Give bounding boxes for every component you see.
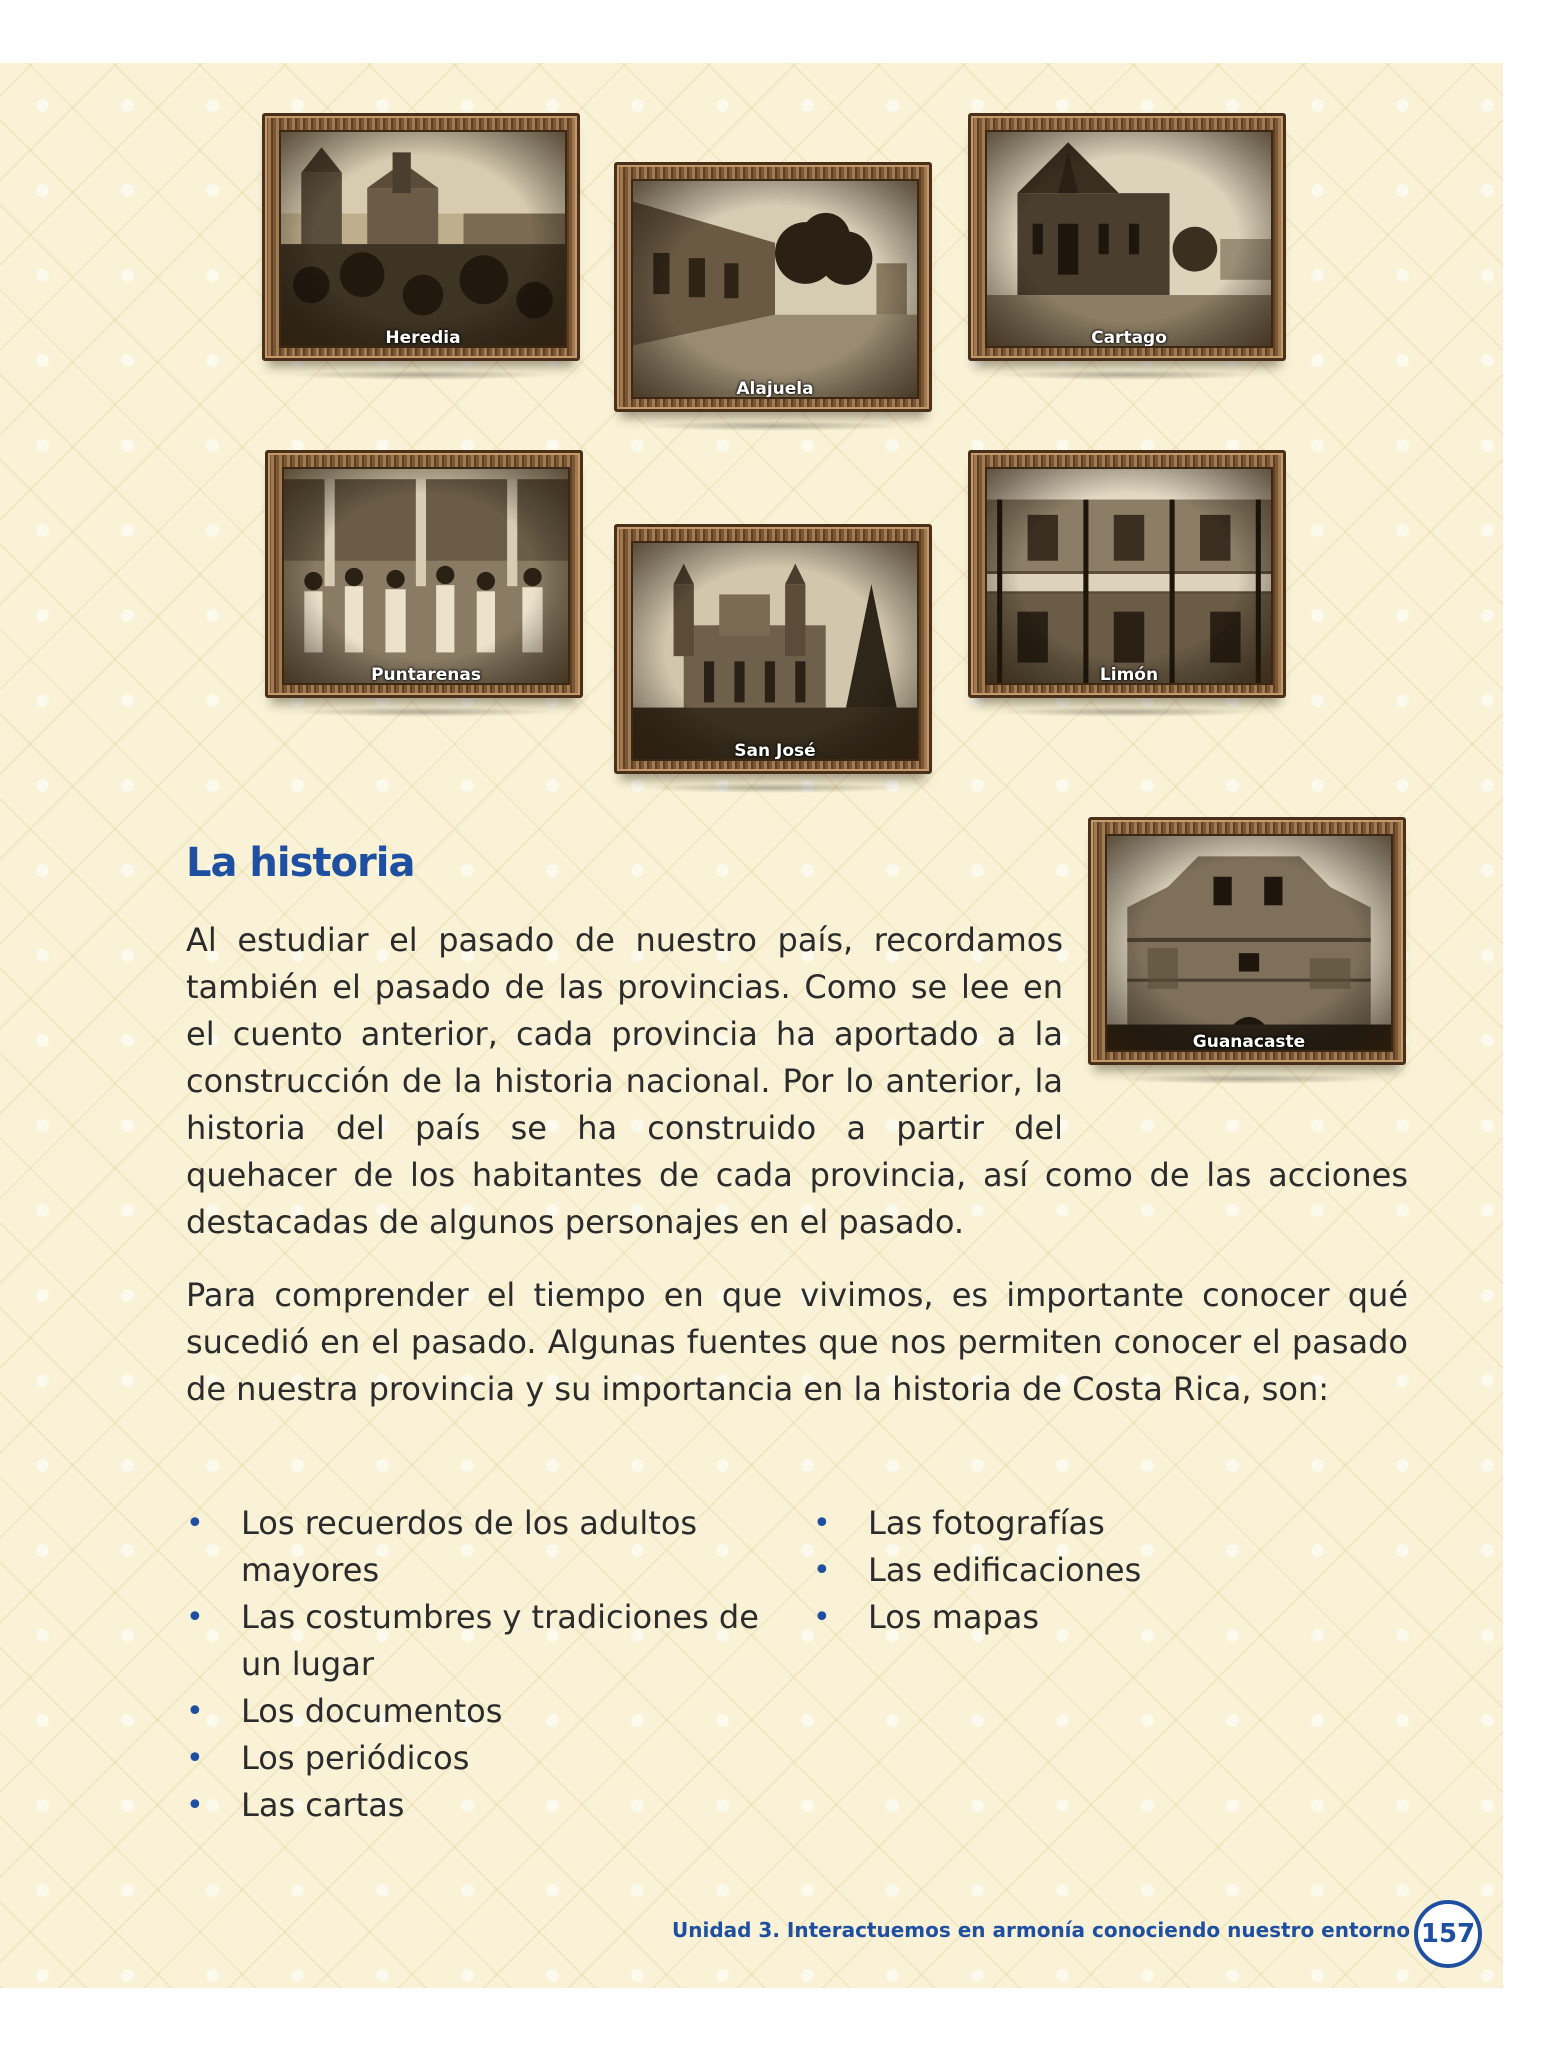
list-item: • Las edificaciones bbox=[813, 1547, 1213, 1594]
page-number: 157 bbox=[1414, 1900, 1482, 1968]
photo-caption-san-jose: San José bbox=[734, 741, 816, 761]
float-spacer bbox=[1063, 917, 1408, 1107]
list-item: • Las fotografías bbox=[813, 1500, 1213, 1547]
photo-limon bbox=[985, 467, 1273, 685]
list-item: • Las cartas bbox=[186, 1782, 786, 1829]
photo-alajuela bbox=[631, 179, 919, 399]
photo-frame-heredia bbox=[262, 113, 580, 361]
photo-frame-alajuela bbox=[614, 162, 932, 412]
list-item: • Los mapas bbox=[813, 1594, 1213, 1641]
sources-list-right bbox=[813, 1500, 1213, 1641]
list-item: • Los documentos bbox=[186, 1688, 786, 1735]
photo-cartago bbox=[985, 130, 1273, 348]
list-item: • Las costumbres y tradiciones de un lugar bbox=[186, 1594, 786, 1688]
photo-caption-limon: Limón bbox=[1099, 665, 1159, 685]
paragraph-sources: Para comprender el tiempo en que vivimos, es importante conocer qué sucedió en el pasado. Algunas fuentes que nos permiten conocer el pasado de nuestra provincia y su importancia en la historia de Costa Rica, son: bbox=[186, 1276, 1408, 1408]
paragraph-history-text: Al estudiar el pasado de nuestro país, recordamos también el pasado de las provincias. Como se lee en el cuento anterior, cada provincia ha aportado a la construcción de la historia nacional. Por lo anterior, la historia del país se ha construido a partir del quehacer de los habitantes de cada provincia, así como de las acciones destacadas de algunos personajes en el pasado. bbox=[186, 921, 1408, 1241]
footer-unit-title: Unidad 3. Interactuemos en armonía conociendo nuestro entorno bbox=[672, 1918, 1411, 1942]
photo-heredia bbox=[279, 130, 567, 348]
photo-san-jose bbox=[631, 541, 919, 761]
list-item: • Los recuerdos de los adultos mayores bbox=[186, 1500, 786, 1594]
photo-frame-cartago bbox=[968, 113, 1286, 361]
photo-caption-alajuela: Alajuela bbox=[736, 379, 814, 399]
photo-caption-puntarenas: Puntarenas bbox=[371, 665, 481, 685]
section-title: La historia bbox=[186, 840, 415, 886]
photo-frame-puntarenas bbox=[265, 450, 583, 698]
list-item: • Los periódicos bbox=[186, 1735, 786, 1782]
photo-caption-heredia: Heredia bbox=[385, 328, 461, 348]
paragraph-history bbox=[186, 917, 1408, 1246]
photo-puntarenas bbox=[282, 467, 570, 685]
sources-list-left bbox=[186, 1500, 786, 1829]
photo-frame-limon bbox=[968, 450, 1286, 698]
photo-frame-san-jose bbox=[614, 524, 932, 774]
photo-caption-cartago: Cartago bbox=[1091, 328, 1167, 348]
photo-caption-guanacaste: Guanacaste bbox=[1192, 1032, 1306, 1052]
